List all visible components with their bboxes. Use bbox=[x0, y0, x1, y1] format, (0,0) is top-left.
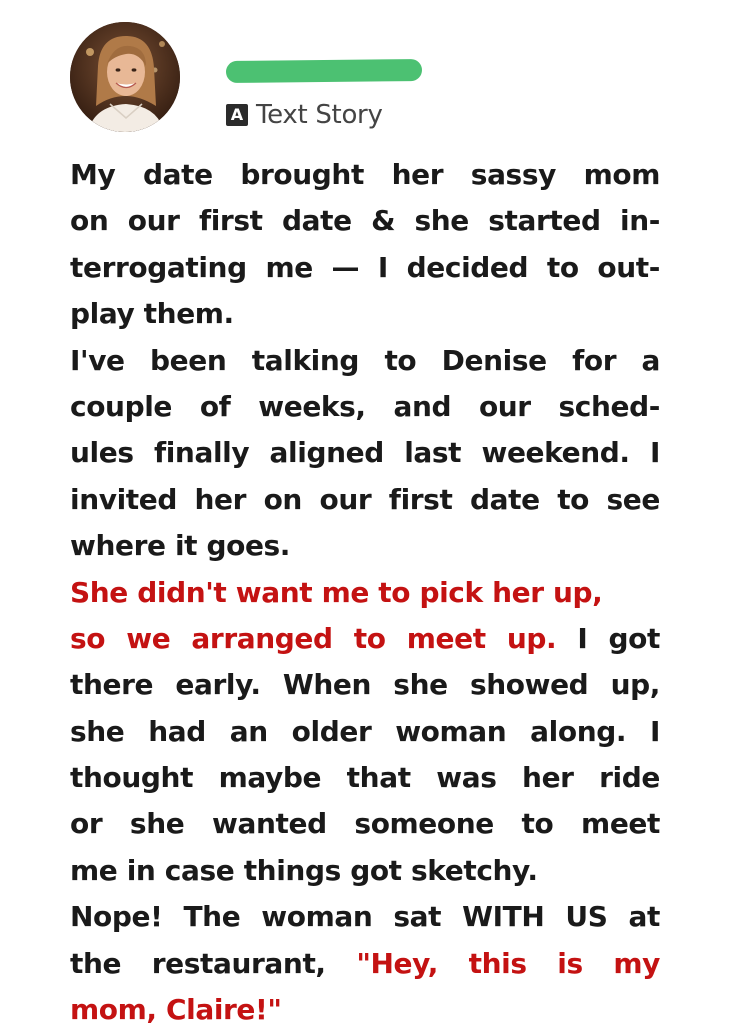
title-line: My date brought her sassy mom bbox=[70, 158, 660, 191]
author-name-redacted bbox=[226, 59, 422, 83]
paragraph-text: I got bbox=[556, 621, 660, 655]
title-line: play them. bbox=[70, 297, 234, 331]
paragraph-line: Nope! The woman sat WITH US at bbox=[70, 900, 660, 934]
paragraph-line: couple of weeks, and our sched- bbox=[70, 389, 660, 423]
paragraph-line: she had an older woman along. I bbox=[70, 714, 660, 748]
author-avatar[interactable] bbox=[70, 22, 180, 132]
paragraph-line: I've been talking to Denise for a bbox=[70, 343, 660, 377]
paragraph-line: where it goes. bbox=[70, 529, 291, 563]
highlighted-text: so we arranged to meet up. bbox=[70, 621, 557, 655]
paragraph-line: invited her on our first date to see bbox=[70, 482, 660, 516]
paragraph-text: the restaurant, bbox=[70, 946, 357, 980]
story-paragraph-3 bbox=[70, 894, 660, 1033]
paragraph-line: ules finally aligned last weekend. I bbox=[70, 436, 660, 470]
paragraph-line: or she wanted someone to meet bbox=[70, 807, 660, 841]
highlighted-quote: mom, Claire!" bbox=[70, 993, 282, 1027]
title-line: terrogating me — I decided to out- bbox=[70, 250, 660, 284]
story-paragraph-2 bbox=[70, 570, 660, 895]
story-paragraph-1 bbox=[70, 338, 660, 570]
story-type-label: Text Story bbox=[256, 100, 383, 130]
paragraph-line: there early. When she showed up, bbox=[70, 668, 660, 702]
highlighted-line: She didn't want me to pick her up, bbox=[70, 575, 603, 609]
text-story-icon: A bbox=[226, 104, 248, 126]
story-type bbox=[226, 98, 383, 132]
paragraph-line bbox=[70, 616, 660, 662]
paragraph-line bbox=[70, 941, 660, 987]
highlighted-quote: "Hey, this is my bbox=[356, 946, 660, 980]
avatar-photo bbox=[70, 22, 180, 132]
paragraph-line: me in case things got sketchy. bbox=[70, 853, 538, 887]
title-line: on our first date & she started in- bbox=[70, 204, 660, 238]
story-body bbox=[70, 152, 660, 1033]
story-title bbox=[70, 152, 660, 338]
story-header bbox=[0, 0, 731, 150]
paragraph-line: thought maybe that was her ride bbox=[70, 761, 660, 795]
